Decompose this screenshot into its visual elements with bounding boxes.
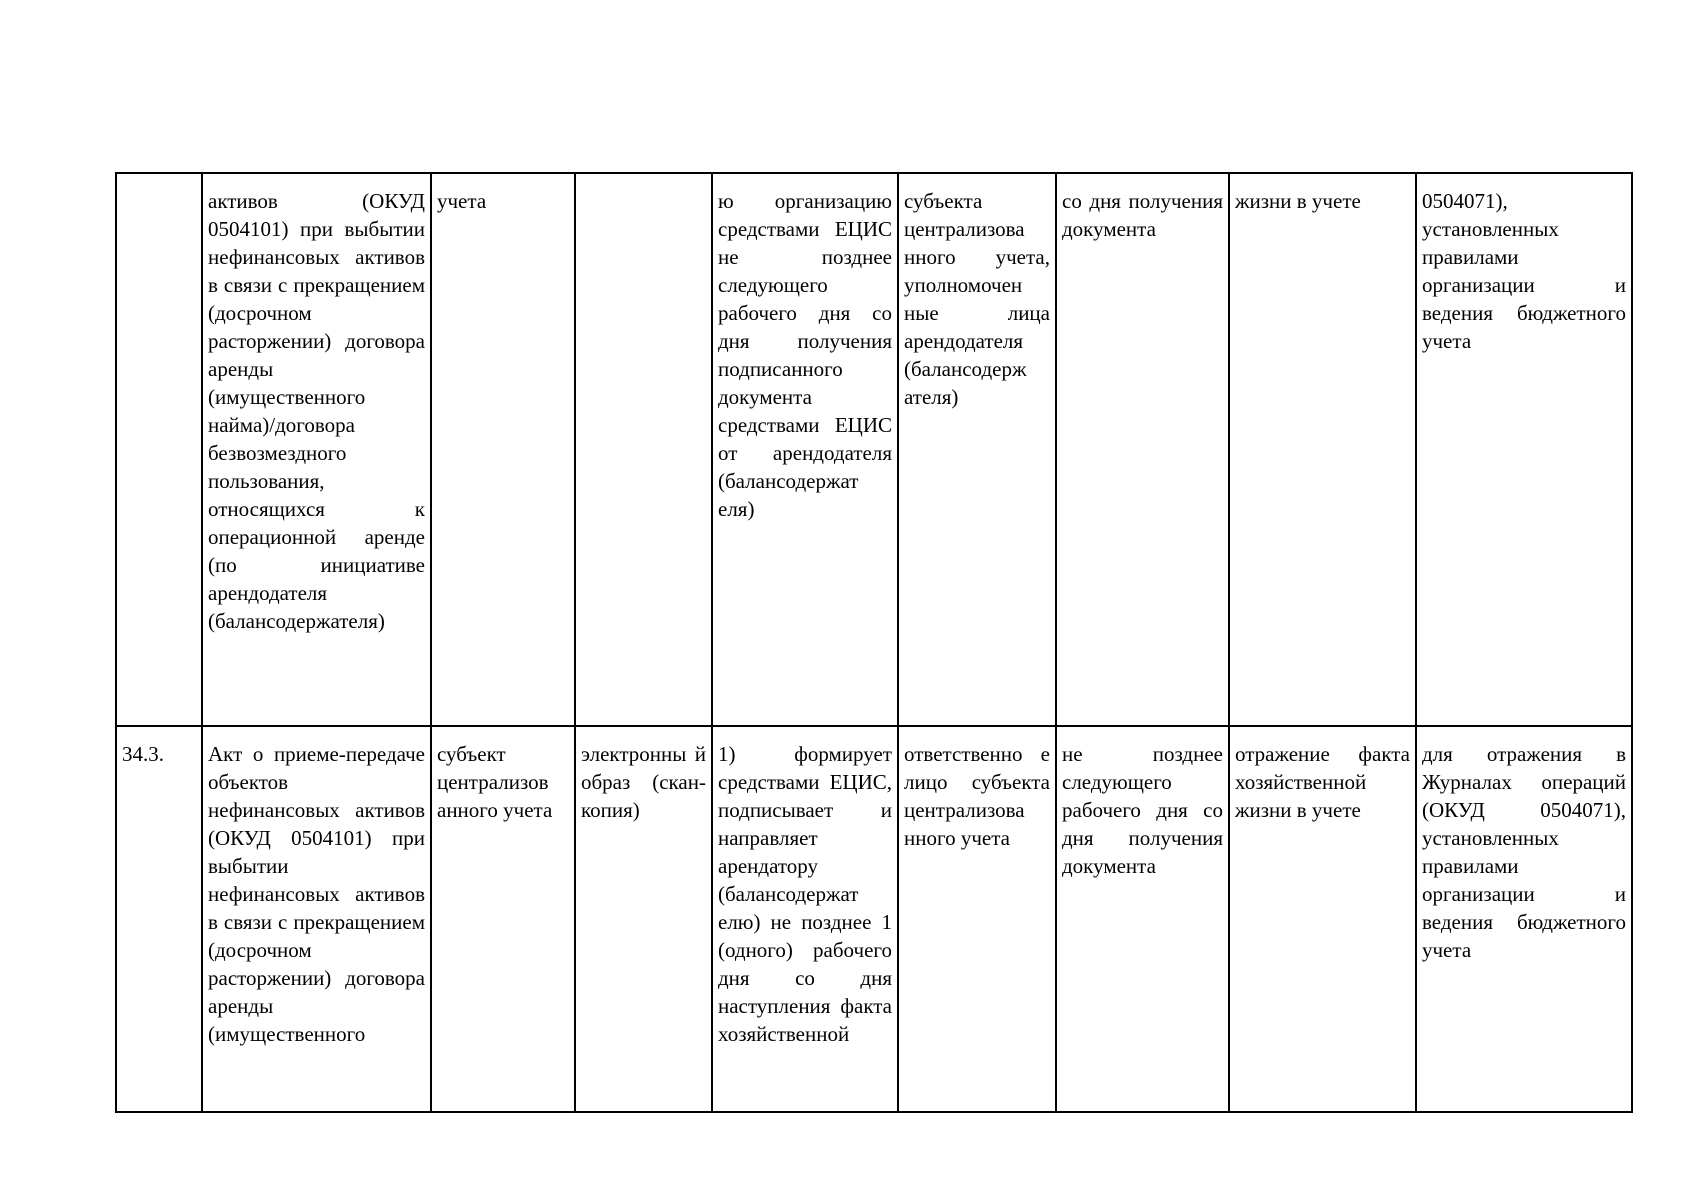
document-form-cell xyxy=(575,173,712,726)
notes-cell: 0504071), установленных правилами организации и ведения бюджетного учета xyxy=(1416,173,1632,726)
purpose-cell: жизни в учете xyxy=(1229,173,1416,726)
notes-cell: для отражения в Журналах операций (ОКУД 0504071), установленных правилами организации и ведения бюджетного учета xyxy=(1416,726,1632,1112)
signatory-cell: ответственно е лицо субъекта централизова нного учета xyxy=(898,726,1056,1112)
table-row xyxy=(116,726,1632,1112)
responsible-party-cell: субъект централизов анного учета xyxy=(431,726,575,1112)
procedures-table xyxy=(115,172,1633,1113)
responsible-party-cell: учета xyxy=(431,173,575,726)
procedure-cell: 1) формирует средствами ЕЦИС, подписывает и направляет арендатору (балансодержат елю) не позднее 1 (одного) рабочего дня со дня наступления факта хозяйственной xyxy=(712,726,898,1112)
document-name-cell: активов (ОКУД 0504101) при выбытии нефинансовых активов в связи с прекращением (досрочном расторжении) договора аренды (имущественного найма)/договора безвозмездного пользования, относящихся к операционной аренде (по инициативе арендодателя (балансодержателя) xyxy=(202,173,431,726)
procedure-cell: ю организацию средствами ЕЦИС не позднее следующего рабочего дня со дня получения подписанного документа средствами ЕЦИС от арендодателя (балансодержат еля) xyxy=(712,173,898,726)
document-name-cell: Акт о приеме-передаче объектов нефинансовых активов (ОКУД 0504101) при выбытии нефинансовых активов в связи с прекращением (досрочном расторжении) договора аренды (имущественного xyxy=(202,726,431,1112)
row-number-cell: 34.3. xyxy=(116,726,202,1112)
row-number-cell xyxy=(116,173,202,726)
signatory-cell: субъекта централизова нного учета, уполномочен ные лица арендодателя (балансодерж ателя) xyxy=(898,173,1056,726)
deadline-cell: не позднее следующего рабочего дня со дня получения документа xyxy=(1056,726,1229,1112)
document-form-cell: электронны й образ (скан-копия) xyxy=(575,726,712,1112)
table-row xyxy=(116,173,1632,726)
deadline-cell: со дня получения документа xyxy=(1056,173,1229,726)
purpose-cell: отражение факта хозяйственной жизни в учете xyxy=(1229,726,1416,1112)
